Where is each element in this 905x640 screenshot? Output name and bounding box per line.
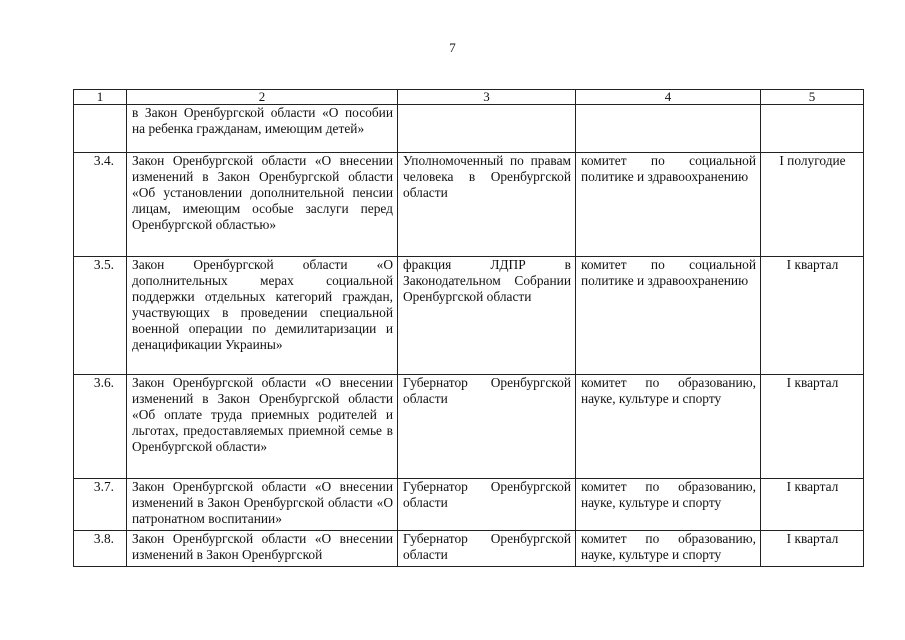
row-number: 3.7. (74, 479, 127, 531)
responsible-committee: комитет по образованию, науке, культуре и спорту (576, 375, 761, 479)
deadline (761, 105, 864, 153)
initiator (398, 105, 576, 153)
table-row (74, 531, 864, 567)
initiator: Уполномоченный по правам человека в Оренбургской области (398, 153, 576, 257)
table-row (74, 153, 864, 257)
column-number-5: 5 (761, 90, 864, 105)
row-number: 3.4. (74, 153, 127, 257)
responsible-committee: комитет по социальной политике и здравоохранению (576, 257, 761, 375)
deadline: I полугодие (761, 153, 864, 257)
table-header-row (74, 90, 864, 105)
initiator: Губернатор Оренбургской области (398, 375, 576, 479)
table-row (74, 257, 864, 375)
responsible-committee: комитет по социальной политике и здравоохранению (576, 153, 761, 257)
initiator: фракция ЛДПР в Законодательном Собрании Оренбургской области (398, 257, 576, 375)
law-title: Закон Оренбургской области «О внесении изменений в Закон Оренбургской области «О патронатном воспитании» (127, 479, 398, 531)
initiator: Губернатор Оренбургской области (398, 531, 576, 567)
deadline: I квартал (761, 531, 864, 567)
law-title: Закон Оренбургской области «О внесении изменений в Закон Оренбургской области «Об установлении дополнительной пенсии лицам, имеющим особые заслуги перед Оренбургской областью» (127, 153, 398, 257)
column-number-4: 4 (576, 90, 761, 105)
table-row (74, 375, 864, 479)
row-number (74, 105, 127, 153)
column-number-1: 1 (74, 90, 127, 105)
responsible-committee: комитет по образованию, науке, культуре и спорту (576, 531, 761, 567)
row-number: 3.5. (74, 257, 127, 375)
column-number-3: 3 (398, 90, 576, 105)
table-row (74, 479, 864, 531)
table-row (74, 105, 864, 153)
law-title: в Закон Оренбургской области «О пособии на ребенка гражданам, имеющим детей» (127, 105, 398, 153)
initiator: Губернатор Оренбургской области (398, 479, 576, 531)
law-title: Закон Оренбургской области «О внесении изменений в Закон Оренбургской (127, 531, 398, 567)
deadline: I квартал (761, 257, 864, 375)
row-number: 3.6. (74, 375, 127, 479)
deadline: I квартал (761, 375, 864, 479)
row-number: 3.8. (74, 531, 127, 567)
responsible-committee: комитет по образованию, науке, культуре и спорту (576, 479, 761, 531)
legislative-plan-table (73, 89, 864, 567)
law-title: Закон Оренбургской области «О внесении изменений в Закон Оренбургской области «Об оплате труда приемных родителей и льготах, предоставляемых приемной семье в Оренбургской области» (127, 375, 398, 479)
page-number: 7 (449, 40, 456, 55)
column-number-2: 2 (127, 90, 398, 105)
law-title: Закон Оренбургской области «О дополнительных мерах социальной поддержки отдельных категорий граждан, участвующих в проведении специальной военной операции по демилитаризации и денацификации Украины» (127, 257, 398, 375)
responsible-committee (576, 105, 761, 153)
deadline: I квартал (761, 479, 864, 531)
